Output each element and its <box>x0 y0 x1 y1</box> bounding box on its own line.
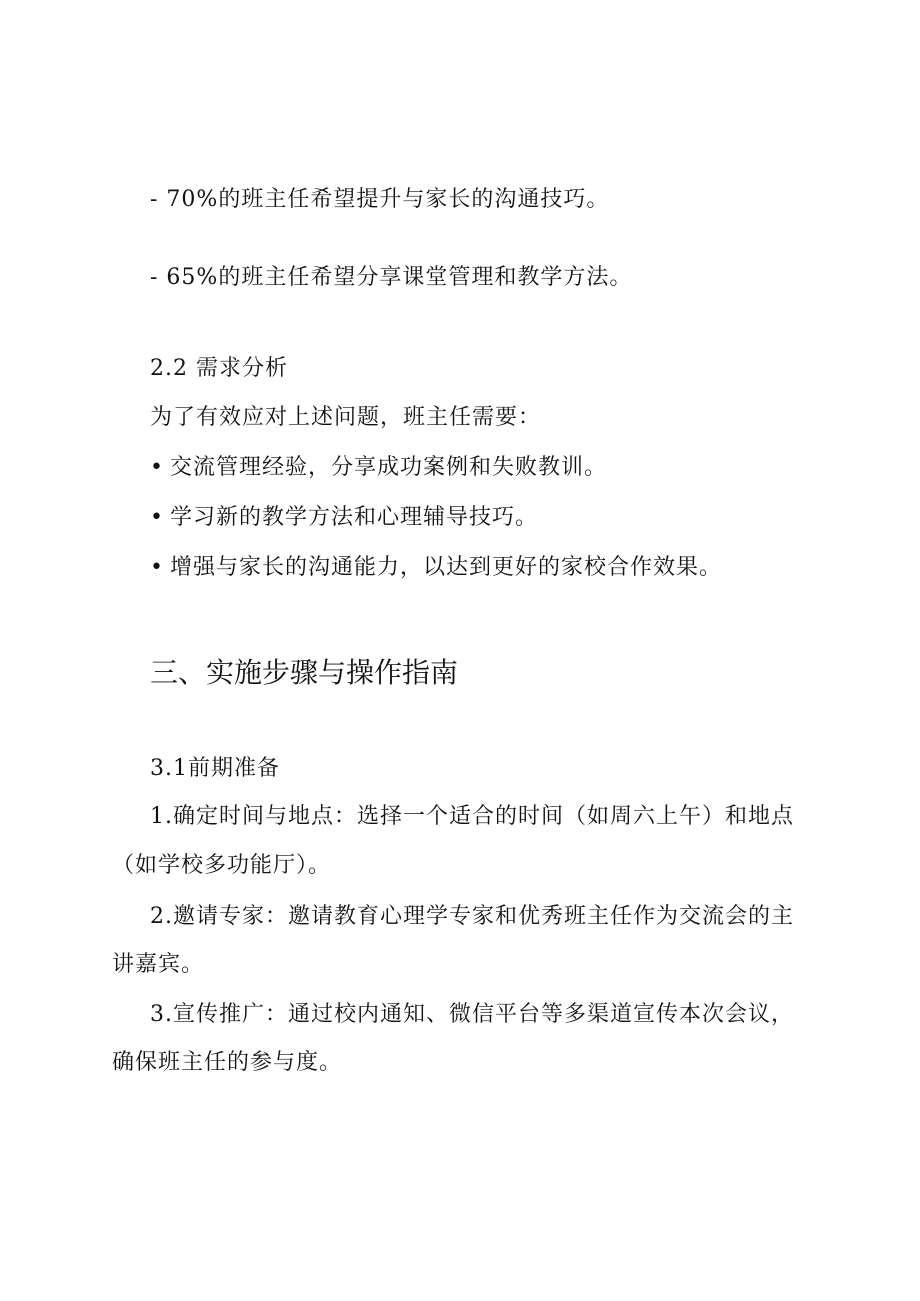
section-2-2-title: 2.2 需求分析 <box>150 356 288 381</box>
need-item-text: 学习新的教学方法和心理辅导技巧。 <box>170 505 539 530</box>
step-3-line-1: 3.宣传推广：通过校内通知、微信平台等多渠道宣传本次会议， <box>150 1002 794 1027</box>
step-1-line-1: 1.确定时间与地点：选择一个适合的时间（如周六上午）和地点 <box>150 804 794 829</box>
survey-result-2: - 65%的班主任希望分享课堂管理和教学方法。 <box>150 265 633 290</box>
need-item-1 <box>150 453 607 483</box>
bullet-icon: • <box>150 505 164 530</box>
section-2-2-intro: 为了有效应对上述问题，班主任需要： <box>150 405 542 430</box>
section-3-1-title: 3.1前期准备 <box>150 756 280 781</box>
step-2-line-1: 2.邀请专家：邀请教育心理学专家和优秀班主任作为交流会的主 <box>150 904 794 929</box>
need-item-text: 增强与家长的沟通能力，以达到更好的家校合作效果。 <box>170 555 723 580</box>
survey-result-1: - 70%的班主任希望提升与家长的沟通技巧。 <box>150 187 610 212</box>
bullet-icon: • <box>150 555 164 580</box>
section-3-heading: 三、实施步骤与操作指南 <box>150 656 459 689</box>
need-item-3 <box>150 553 722 583</box>
need-item-text: 交流管理经验，分享成功案例和失败教训。 <box>170 455 608 480</box>
bullet-icon: • <box>150 455 164 480</box>
need-item-2 <box>150 503 538 533</box>
step-2-line-2: 讲嘉宾。 <box>112 952 205 977</box>
step-1-line-2: （如学校多功能厅）。 <box>112 853 332 878</box>
step-3-line-2: 确保班主任的参与度。 <box>112 1050 343 1075</box>
